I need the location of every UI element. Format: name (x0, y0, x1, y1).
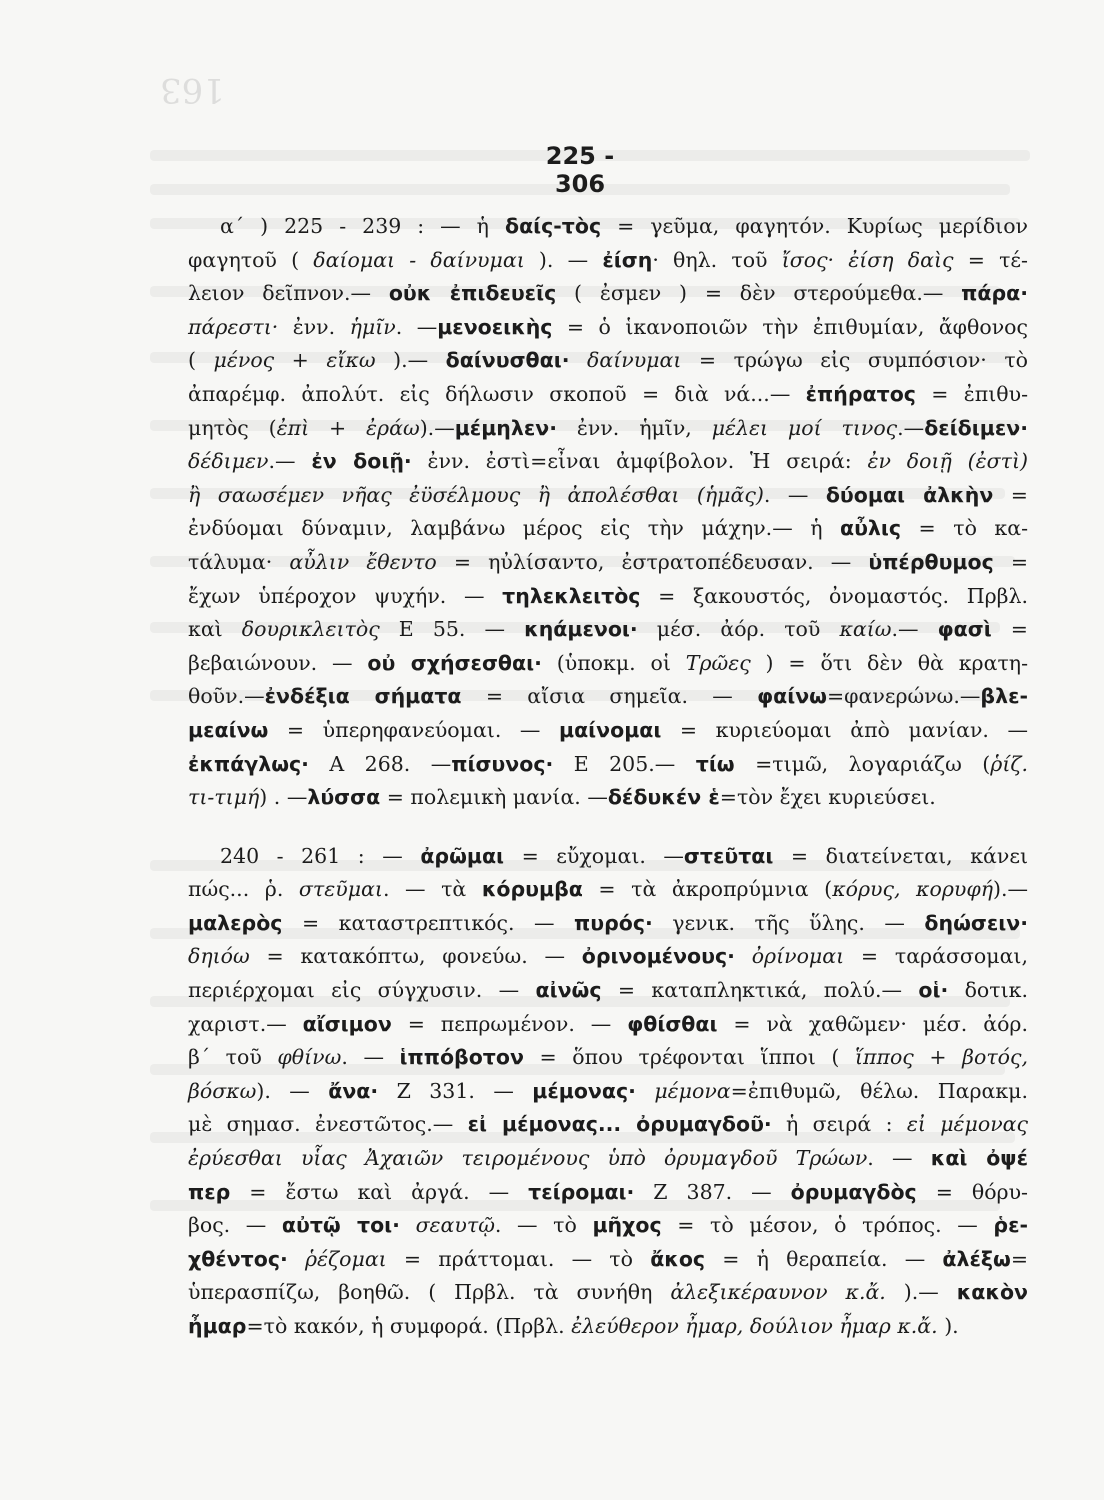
text-line (188, 940, 1028, 974)
lemma-term: μαλερὸς (188, 910, 283, 935)
text-run (570, 348, 588, 372)
text-line (188, 546, 1028, 580)
lemma-term: αἴσιμον (302, 1011, 392, 1036)
text-line (188, 647, 1028, 681)
text-run: = ὑπερηφανεύομαι. — (268, 717, 559, 742)
text-run: ). — (524, 247, 603, 272)
italic-gloss: ἐλεύθερον ἦμαρ, δούλιον ἦμαρ κ.ἄ. (571, 1314, 938, 1338)
text-run: (ὑποκμ. οἱ (541, 650, 686, 675)
text-run: ).— (375, 348, 446, 373)
text-run: μὲ σημασ. ἐνεστῶτος.— (188, 1112, 468, 1137)
lemma-term: δηώσειν· (924, 910, 1029, 935)
text-line (188, 1243, 1028, 1277)
lemma-term: οὐ σχήσεσθαι· (367, 650, 542, 675)
text-line (188, 344, 1028, 378)
lemma-term: δαίς-τὸς (504, 214, 602, 238)
text-run: ).— (419, 415, 455, 440)
text-line (188, 378, 1028, 412)
text-line (188, 479, 1028, 513)
text-run (400, 1213, 416, 1237)
lemma-term: πίσυνος· (451, 751, 554, 776)
italic-gloss: μέλει μοί τινος (711, 415, 898, 440)
text-run: = ὁ ἱκανοποιῶν τὴν ἐπιθυμίαν, ἄφθονος (552, 314, 1028, 339)
text-run: . — τὸ (494, 1213, 593, 1238)
text-run: ). (937, 1314, 959, 1338)
text-line (188, 210, 1028, 244)
lemma-term: ἀλέξω (942, 1246, 1011, 1271)
text-line (188, 714, 1028, 748)
italic-gloss: μένος + εἴκω (213, 348, 376, 373)
lemma-term: ὀρινομένους· (581, 944, 735, 969)
text-line (188, 748, 1028, 782)
text-run: περιέρχομαι εἰς σύγχυσιν. — (188, 978, 536, 1003)
text-run: =ἐπιθυμῶ, θέλω. Παρακμ. (730, 1078, 1028, 1103)
text-run: ).— (885, 1280, 957, 1305)
text-run: = τρώγω εἰς συμπόσιον· τὸ (681, 348, 1029, 373)
italic-gloss: δέδιμεν (188, 449, 269, 474)
text-run: Ζ 387. — (634, 1179, 791, 1204)
text-run: .— (897, 415, 925, 440)
lemma-term: στεῦται (683, 843, 774, 868)
text-run: δοτικ. (948, 978, 1028, 1003)
lemma-term: τίω (695, 751, 735, 776)
lemma-term: ἄνα· (328, 1078, 379, 1103)
italic-gloss: δαίομαι - δαίνυμαι (313, 247, 525, 272)
lemma-term: μῆχος (592, 1213, 662, 1238)
text-run: =τιμῶ, λογαριάζω ( (734, 751, 991, 776)
italic-gloss: ἵππος + βοτός, (854, 1045, 1029, 1070)
text-line (188, 1041, 1028, 1075)
lemma-term: πυρός· (574, 910, 653, 935)
text-run: = κατακόπτω, φονεύω. — (249, 944, 582, 969)
text-line (188, 1276, 1028, 1310)
lemma-term: μαίνομαι (558, 717, 662, 742)
lemma-term: ἐκπάγλως· (188, 751, 309, 776)
text-run: . — τὰ (382, 877, 482, 902)
text-line (188, 1176, 1028, 1210)
text-line (188, 244, 1028, 278)
text-run: = νὰ χαθῶμεν· μέσ. ἀόρ. (717, 1011, 1028, 1036)
text-run: ἐνν. ἐστὶ=εἶναι ἀμφίβολον. Ἡ σειρά: (411, 449, 868, 474)
text-line (188, 1209, 1028, 1243)
italic-gloss: ῥίζ. (990, 751, 1028, 776)
lemma-term: φαίνω (757, 684, 827, 709)
italic-gloss: μέμονα (654, 1078, 731, 1103)
text-run: β΄ τοῦ (188, 1045, 278, 1070)
lemma-term: φθίσθαι (627, 1011, 718, 1036)
lemma-term: οὐκ ἐπιδευεῖς (388, 281, 557, 306)
text-run: τάλυμα· (188, 549, 290, 574)
text-run: . — (341, 1045, 400, 1070)
text-line (188, 277, 1028, 311)
lemma-term: ἐν δοιῇ· (311, 449, 412, 474)
text-run (735, 944, 752, 968)
text-run: = τὰ ἀκροπρύμνια ( (582, 877, 833, 902)
text-run: = θόρυ- (916, 1179, 1028, 1204)
lemma-term: ὀρυμαγδὸς (790, 1179, 917, 1204)
text-run: ) = ὅτι δὲν θὰ κρατη- (750, 650, 1028, 675)
lemma-term: δύομαι ἀλκὴν (825, 482, 994, 507)
text-run: ἔχων ὑπέροχον ψυχήν. — (188, 583, 503, 608)
italic-gloss: Τρῶες (685, 650, 751, 675)
text-run: ). — (256, 1078, 329, 1103)
text-line (188, 311, 1028, 345)
text-line (188, 1108, 1028, 1142)
text-line (188, 1310, 1028, 1344)
text-run: ἐνδύομαι δύναμιν, λαμβάνω μέρος εἰς τὴν μάχην.— ἡ (188, 516, 840, 541)
italic-gloss: καίω (839, 617, 892, 642)
text-run: θοῦν.— (188, 684, 265, 709)
text-run: = ἐπιθυ- (915, 381, 1028, 406)
text-run: ὑπερασπίζω, βοηθῶ. ( Πρβλ. τὰ συνήθη (188, 1280, 671, 1305)
text-run: · θηλ. τοῦ (652, 247, 782, 272)
lemma-term: ὑπέρθυμος (868, 549, 994, 574)
text-run: βεβαιώνουν. — (188, 650, 368, 675)
italic-gloss: στεῦμαι (298, 877, 383, 902)
text-line (188, 445, 1028, 479)
text-run: ( ἐσμεν ) = δὲν στερούμεθα.— (556, 281, 962, 306)
text-run: 240 - 261 : — (220, 843, 421, 868)
text-run: Ε 205.— (553, 751, 696, 776)
lemma-term: οἱ· (918, 978, 949, 1003)
text-line (188, 781, 1028, 815)
italic-gloss: ἡμῖν (349, 314, 396, 339)
text-run: = πολεμικὴ μανία. — (380, 785, 608, 810)
italic-gloss: ἐν δοιῇ (ἐστὶ) (867, 449, 1028, 474)
text-run: . — (867, 1146, 931, 1171)
italic-gloss: δαίνυμαι (587, 348, 682, 373)
text-run: =τὸ κακόν, ἡ συμφορά. (Πρβλ. (246, 1314, 572, 1338)
italic-gloss: βόσκω (188, 1078, 257, 1103)
text-run: ἀπαρέμφ. ἀπολύτ. εἰς δήλωσιν σκοποῦ = διὰ νά...— (188, 381, 806, 406)
text-line (188, 907, 1028, 941)
lemma-term: κηάμενοι· (524, 617, 638, 642)
lemma-term: μεαίνω (188, 717, 269, 742)
lemma-term: ἐνδέξια σήματα (264, 684, 462, 709)
text-run: = (1010, 1246, 1028, 1271)
text-run: ).— (992, 877, 1028, 902)
lemma-term: βλε- (980, 684, 1028, 709)
text-run: = (993, 482, 1028, 507)
lemma-term: αὖλις (840, 516, 902, 541)
lemma-term: ἄκος (650, 1246, 706, 1271)
italic-gloss: εἰ μέμονας (906, 1112, 1028, 1137)
lemma-term: δαίνυσθαι· (445, 348, 570, 373)
italic-gloss: δουρικλειτὸς (241, 617, 380, 642)
text-line (188, 613, 1028, 647)
italic-gloss: ὀρίνομαι (751, 944, 845, 969)
lemma-term: πάρα· (961, 281, 1028, 306)
ghost-page-number: 163 (160, 70, 225, 110)
italic-gloss: ἀλεξικέραυνον κ.ἄ. (670, 1280, 886, 1305)
text-run: = αἴσια σημεῖα. — (461, 684, 758, 709)
lemma-term: περ (188, 1179, 231, 1204)
lemma-term: τείρομαι· (528, 1179, 635, 1204)
text-run: ( (188, 348, 214, 373)
text-run: = ἡ θεραπεία. — (705, 1246, 943, 1271)
italic-gloss: ῥέζομαι (305, 1246, 387, 1271)
lemma-term: εἰ μέμονας... ὀρυμαγδοῦ· (467, 1112, 772, 1137)
text-run: Ζ 331. — (378, 1078, 533, 1103)
text-run: = ταράσσομαι, (844, 944, 1028, 969)
lemma-term: ἐπήρατος (805, 381, 916, 406)
text-run: = κυριεύομαι ἀπὸ μανίαν. — (661, 717, 1028, 742)
lemma-term: δέδυκέν ἑ (607, 785, 720, 810)
lemma-term: αὐτῷ τοι· (281, 1213, 400, 1238)
italic-gloss: κόρυς, κορυφή (832, 877, 993, 902)
text-run: =φανερώνω.— (827, 684, 981, 709)
text-run: = τὸ μέσον, ὁ τρόπος. — (661, 1213, 994, 1238)
text-run: . — (395, 314, 438, 339)
text-run: .— (891, 617, 938, 642)
text-run (636, 1079, 654, 1103)
text-run: = πεπρωμένον. — (391, 1011, 628, 1036)
text-run: ἐνν. ἡμῖν, (557, 415, 712, 440)
lemma-term: φασὶ (937, 617, 992, 642)
text-line (188, 512, 1028, 546)
text-run: = ἔστω καὶ ἀργά. — (230, 1179, 529, 1204)
lemma-term: καὶ ὀψέ (930, 1146, 1028, 1171)
commentary-text (188, 210, 1028, 1344)
text-run: ἡ σειρά : (771, 1112, 907, 1137)
lemma-term: μέμηλεν· (454, 415, 558, 440)
text-run: = διατείνεται, κάνει (773, 843, 1029, 868)
text-line (188, 1142, 1028, 1176)
lemma-term: ἱππόβοτον (399, 1045, 524, 1070)
text-run: ) . — (259, 785, 308, 810)
italic-gloss: φθίνω (277, 1045, 342, 1070)
paragraph-gap (188, 815, 1028, 840)
text-run: μητὸς ( (188, 415, 277, 440)
text-run: Α 268. — (308, 751, 452, 776)
lemma-term: ῥε- (993, 1213, 1029, 1238)
text-run: καὶ (188, 617, 242, 642)
text-run: μέσ. ἀόρ. τοῦ (637, 617, 840, 642)
text-run: γενικ. τῆς ὕλης. — (652, 910, 925, 935)
lemma-term: ἐίση (602, 247, 653, 272)
italic-gloss: αὖλιν ἔθεντο (289, 549, 437, 574)
text-line (188, 580, 1028, 614)
text-line (188, 412, 1028, 446)
text-line (188, 1008, 1028, 1042)
lemma-term: χθέντος· (188, 1246, 288, 1271)
lemma-term: μέμονας· (532, 1078, 636, 1103)
text-run: Ε 55. — (379, 617, 525, 642)
text-line (188, 873, 1028, 907)
lemma-term: ἀρῶμαι (420, 843, 505, 868)
italic-gloss: δηιόω (188, 944, 250, 969)
italic-gloss: ἢ σαωσέμεν νῆας ἐϋσέλμους ἢ ἀπολέσθαι (ἡμᾶς) (188, 482, 764, 507)
text-line (188, 1075, 1028, 1109)
text-run: = ξακουστός, ὀνομαστός. Πρβλ. (640, 583, 1028, 608)
lemma-term: κόρυμβα (481, 877, 583, 902)
text-run: =τὸν ἔχει κυριεύσει. (719, 785, 936, 810)
page-heading: 225 - 306 (545, 142, 615, 198)
lemma-term: κακὸν (956, 1280, 1028, 1305)
lemma-term: δείδιμεν· (924, 415, 1028, 440)
lemma-term: ἦμαρ (188, 1314, 247, 1338)
italic-gloss: ἴσος· ἐίση δαὶς (781, 247, 954, 272)
lemma-term: τηλεκλειτὸς (502, 583, 641, 608)
text-line (188, 974, 1028, 1008)
text-run: πώς... ῥ. (188, 877, 299, 902)
text-run: = εὔχομαι. — (504, 843, 684, 868)
text-run: .— (268, 449, 312, 474)
italic-gloss: ἐρύεσθαι υἷας Ἀχαιῶν τειρομένους ὑπὸ ὀρυμαγδοῦ Τρώων (188, 1146, 868, 1171)
text-run: = ηὐλίσαντο, ἐστρατοπέδευσαν. — (436, 549, 869, 574)
text-run: = (991, 617, 1028, 642)
italic-gloss: ἐπὶ + ἐράω (276, 415, 420, 440)
text-run: = (993, 549, 1029, 574)
text-run: φαγητοῦ ( (188, 247, 314, 272)
lemma-term: λύσσα (307, 785, 381, 810)
italic-gloss: πάρεστι· (188, 314, 279, 339)
text-run: = τέ- (953, 247, 1028, 272)
lemma-term: μενοεικὴς (437, 314, 553, 339)
text-run: χαριστ.— (188, 1011, 303, 1036)
italic-gloss: σεαυτῷ (415, 1213, 495, 1238)
text-run: . — (763, 482, 826, 507)
lemma-term: αἰνῶς (535, 978, 602, 1003)
text-run (288, 1247, 305, 1271)
text-run: ἐνν. (278, 314, 350, 339)
text-run: βος. — (188, 1213, 282, 1238)
text-run: = καταπληκτικά, πολύ.— (601, 978, 919, 1003)
text-run: = ὅπου τρέφονται ἵπποι ( (523, 1045, 855, 1070)
text-run: = καταστρεπτικός. — (282, 910, 575, 935)
italic-gloss: τι-τιμή (188, 785, 260, 810)
text-line (188, 840, 1028, 874)
text-run: λειον δεῖπνον.— (188, 281, 389, 306)
text-run: = τὸ κα- (901, 516, 1028, 541)
text-line (188, 680, 1028, 714)
text-run: α΄ ) 225 - 239 : — ἡ (220, 214, 505, 238)
text-run: = πράττομαι. — τὸ (386, 1246, 651, 1271)
text-run: = γεῦμα, φαγητόν. Κυρίως μερίδιον (601, 214, 1028, 238)
